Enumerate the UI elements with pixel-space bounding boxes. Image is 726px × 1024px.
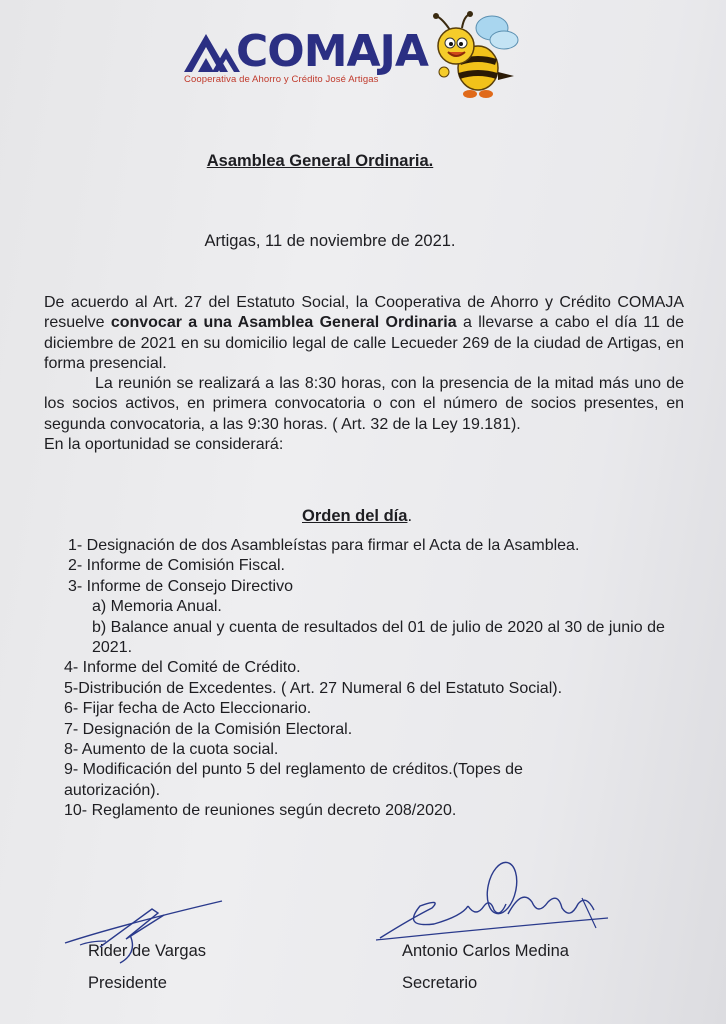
paragraph-convocatoria xyxy=(44,293,684,374)
signature-left-role: Presidente xyxy=(88,974,167,992)
agenda-title xyxy=(302,507,412,526)
agenda-item-5: 5-Distribución de Excedentes. ( Art. 27 Numeral 6 del Estatuto Social). xyxy=(64,679,563,697)
agenda-list xyxy=(64,536,668,822)
paragraph-considerara: En la oportunidad se considerará: xyxy=(44,436,284,454)
agenda-item-6: 6- Fijar fecha de Acto Eleccionario. xyxy=(64,700,312,718)
agenda-item-4: 4- Informe del Comité de Crédito. xyxy=(64,659,301,677)
paragraph1-bold: convocar a una Asamblea General Ordinaria xyxy=(110,314,457,332)
paragraph-reunion: La reunión se realizará a las 8:30 horas, con la presencia de la mitad más uno de los socios activos, en primera convocatoria o con el número de socios presentes, en segunda convocatoria, a las 9:30 horas. ( Art. 32 de la Ley 19.181). xyxy=(44,375,684,433)
agenda-item-1: 1- Designación de dos Asambleístas para firmar el Acta de la Asamblea. xyxy=(68,537,580,554)
paragraph1-part2: a llevarse a cabo el día 11 de diciembre de 2021 en su domicilio legal de calle Lecueder 269 de la ciudad de Artigas, en forma presencial. xyxy=(44,314,684,372)
agenda-item-3: 3- Informe de Consejo Directivo xyxy=(68,577,293,595)
comaja-logo xyxy=(182,10,522,100)
agenda-item-3b: b) Balance anual y cuenta de resultados del 01 de julio de 2020 al 30 de junio de 2021. xyxy=(92,618,665,657)
date-line: Artigas, 11 de noviembre de 2021. xyxy=(204,232,456,250)
agenda-item-9: 9- Modificación del punto 5 del reglamento de créditos.(Topes de autorización). xyxy=(64,761,523,799)
agenda-item-3a: a) Memoria Anual. xyxy=(92,598,222,616)
body-text xyxy=(44,293,684,455)
agenda-item-7: 7- Designación de la Comisión Electoral. xyxy=(64,720,353,738)
signature-right-role: Secretario xyxy=(402,974,478,992)
agenda-title-suffix: . xyxy=(407,507,413,525)
bee-mascot-icon xyxy=(428,10,520,100)
logo-subtitle: Cooperativa de Ahorro y Crédito José Artigas xyxy=(184,74,379,85)
agenda-title-text: Orden del día xyxy=(302,507,408,525)
logo-mark-icon xyxy=(182,30,240,74)
agenda-item-8: 8- Aumento de la cuota social. xyxy=(64,741,279,759)
agenda-item-2: 2- Informe de Comisión Fiscal. xyxy=(68,557,285,575)
agenda-item-10: 10- Reglamento de reuniones según decreto 208/2020. xyxy=(64,802,457,820)
logo-wordmark: COMAJA xyxy=(236,26,428,77)
document-title: Asamblea General Ordinaria. xyxy=(206,152,434,170)
paragraph1-part1: De acuerdo al Art. 27 del Estatuto Social, la Cooperativa de Ahorro y Crédito COMAJA resuelve xyxy=(44,294,684,332)
signature-left-name: Rider de Vargas xyxy=(88,942,207,960)
signature-right-name: Antonio Carlos Medina xyxy=(402,942,569,960)
